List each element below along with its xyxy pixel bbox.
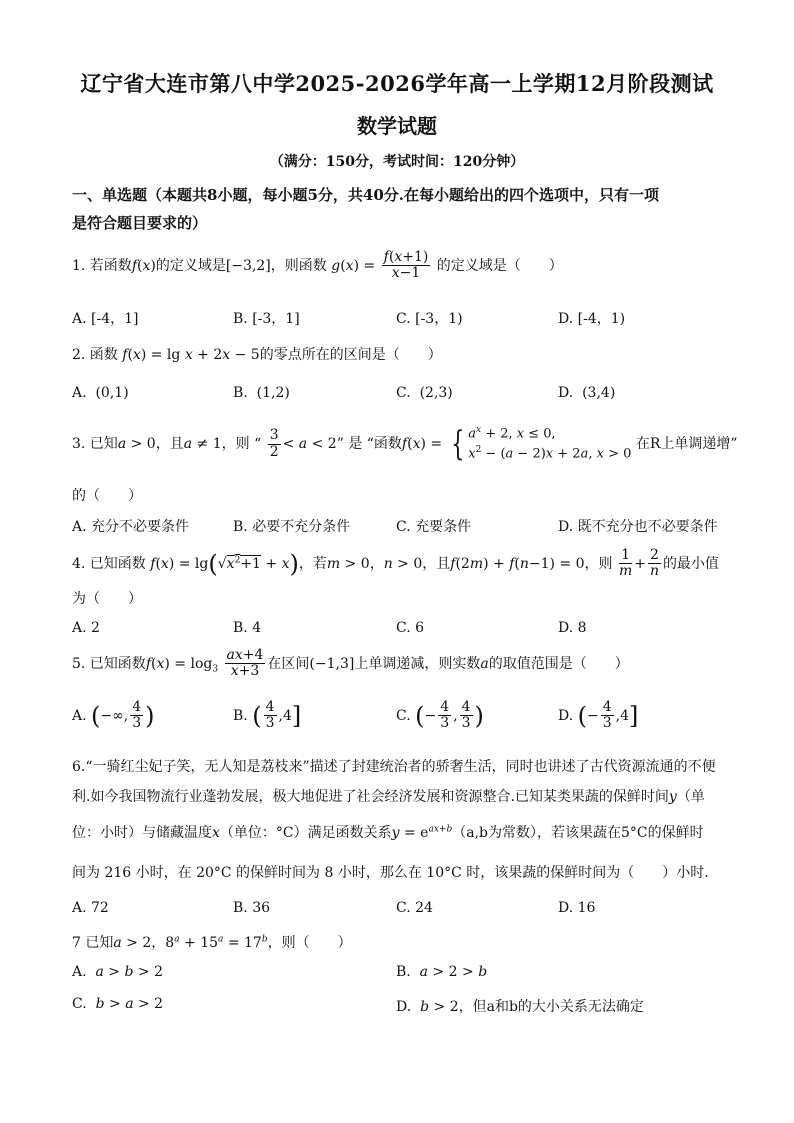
exam-note: （满分：150分，考试时间：120分钟）	[269, 154, 525, 170]
q6-option-a[interactable]: A. 72	[72, 900, 109, 916]
q3-piecewise: $a^x + 2$, x ≤ 0, $x^2 - (a - 2)x + 2a$, x > 0	[468, 425, 632, 462]
q6-option-d[interactable]: D. 16	[558, 900, 596, 916]
page-title: 辽宁省大连市第八中学2025-2026学年高一上学期12月阶段测试	[80, 71, 714, 96]
q7-option-a[interactable]: A. a > b > 2	[72, 964, 163, 980]
q6-option-c[interactable]: C. 24	[396, 900, 433, 916]
section-heading: 一、单选题（本题共8小题，每小题5分，共40分.在每小题给出的四个选项中，只有一项	[72, 186, 659, 204]
q5-option-a[interactable]: A. (−∞, $\frac{4}{3}$ )	[72, 699, 155, 732]
q2-option-c[interactable]: C. (2,3)	[396, 385, 453, 401]
q1-option-a[interactable]: A. [-4，1]	[72, 311, 139, 327]
q1-option-b[interactable]: B. [-3，1]	[233, 311, 300, 327]
section-heading-cont: 是符合题目要求的）	[72, 214, 208, 232]
question-6: 6.“一骑红尘妃子笑，无人知是荔枝来”描述了封建统治者的骄奢生活，同时也讲述了古代资源流通的不便	[72, 759, 716, 775]
q1-prefix: 1. 若函数	[72, 257, 132, 274]
q7-option-c[interactable]: C. b > a > 2	[72, 996, 164, 1012]
q3-option-c[interactable]: C. 充要条件	[396, 519, 472, 535]
q2-option-a[interactable]: A. (0,1)	[72, 385, 129, 401]
q7-option-b[interactable]: B. a > 2 > b	[396, 964, 488, 980]
question-3-cont: 的（ ）	[72, 488, 142, 504]
q2-option-b[interactable]: B. (1,2)	[233, 385, 290, 401]
q5-option-b[interactable]: B. ( $\frac{4}{3}$ ,4]	[233, 699, 302, 732]
q6-option-b[interactable]: B. 36	[233, 900, 271, 916]
q1-option-c[interactable]: C. [-3，1)	[396, 311, 463, 327]
question-3: 3. 已知a > 0，且a ≠ 1，则 “ $\frac{3}{2}$ < a < 2” 是 “函数f(x) = { $a^x + 2$, x ≤ 0, $x^2 - (a - 2)x + 2a$, x > 0 在R上单调递增”	[72, 424, 738, 465]
question-1: 1. 若函数f(x)的定义域是[−3,2]，则函数 g(x) = $\frac{f(x+1)}{x-1}$ 的定义域是（ ）	[72, 249, 563, 282]
question-5: 5. 已知函数$f(x) = \log_3$ $\frac{ax+4}{x+3}$ 在区间(−1,3]上单调递减，则实数a的取值范围是（ ）	[72, 647, 629, 680]
question-2: 2. 函数 f(x) = lg x + 2x − 5的零点所在的区间是（ ）	[72, 347, 442, 363]
question-4: 4. 已知函数 $f(x) = \lg(√x^2+1 + x)$，若m > 0，n > 0，且f(2m) + f(n−1) = 0，则 $\frac{1}{m}$ + $\frac{2}{n}$ 的最小值	[72, 547, 719, 580]
q3-option-d[interactable]: D. 既不充分也不必要条件	[558, 519, 718, 535]
q7-option-d[interactable]: D. b > 2，但a和b的大小关系无法确定	[396, 999, 644, 1015]
q5-option-c[interactable]: C. (− $\frac{4}{3}$ , $\frac{4}{3}$ )	[396, 699, 484, 732]
question-6-line2: 利.如今我国物流行业蓬勃发展，极大地促进了社会经济发展和资源整合.已知某类果蔬的保鲜时间y（单	[72, 789, 705, 805]
q2-option-d[interactable]: D. (3,4)	[558, 385, 616, 401]
q5-option-d[interactable]: D. (− $\frac{4}{3}$ ,4]	[558, 699, 639, 732]
q1-fraction: $\frac{f(x+1)}{x-1}$	[383, 249, 429, 282]
q3-option-b[interactable]: B. 必要不充分条件	[233, 519, 351, 535]
q4-option-b[interactable]: B. 4	[233, 620, 262, 636]
question-7: 7 已知a > 2，$8^a + 15^a = 17^b$，则（ ）	[72, 934, 352, 951]
q1-option-d[interactable]: D. [-4，1)	[558, 311, 626, 327]
page-subtitle: 数学试题	[357, 114, 437, 138]
question-4-cont: 为（ ）	[72, 591, 142, 607]
question-6-line4: 间为 216 小时，在 20°C 的保鲜时间为 8 小时，那么在 10°C 时，该果蔬的保鲜时间为（ ）小时.	[72, 865, 709, 881]
q4-option-d[interactable]: D. 8	[558, 620, 587, 636]
q4-option-c[interactable]: C. 6	[396, 620, 425, 636]
q3-option-a[interactable]: A. 充分不必要条件	[72, 519, 190, 535]
question-6-line3: 位：小时）与储藏温度x（单位：°C）满足函数关系$y = e^{ax+b}(a,b$为常数），若该果蔬在5°C的保鲜时	[72, 824, 704, 841]
q4-option-a[interactable]: A. 2	[72, 620, 100, 636]
